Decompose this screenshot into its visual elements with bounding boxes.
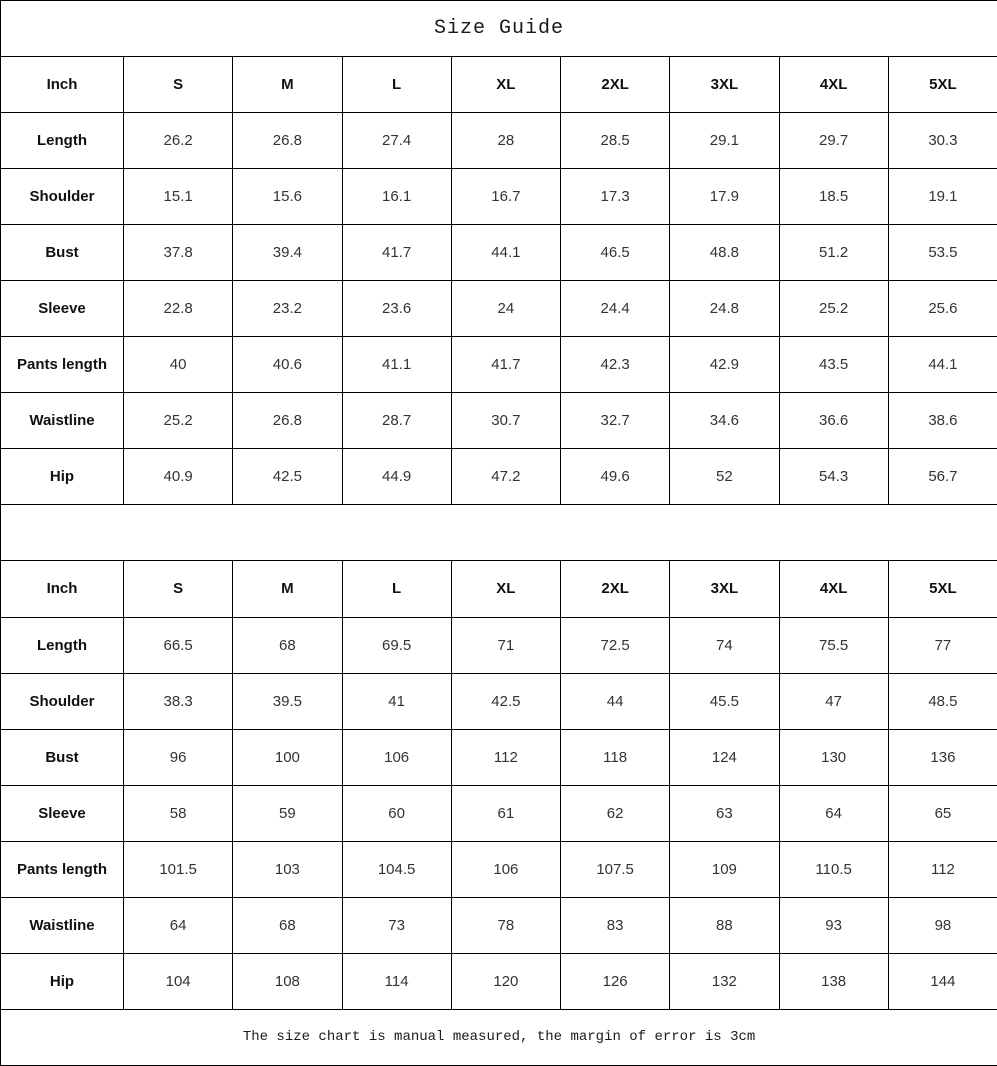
size-table-header-row	[1, 561, 997, 617]
measurement-value: 101.5	[124, 841, 233, 897]
measurement-value: 16.7	[451, 169, 560, 225]
table-row	[1, 337, 997, 393]
measurement-value: 52	[670, 449, 779, 505]
table-row	[1, 729, 997, 785]
table-row	[1, 449, 997, 505]
measurement-value: 16.1	[342, 169, 451, 225]
measurement-value: 15.6	[233, 169, 342, 225]
measurement-value: 112	[888, 841, 997, 897]
measurement-value: 77	[888, 617, 997, 673]
unit-header: Inch	[1, 57, 124, 113]
measurement-value: 22.8	[124, 281, 233, 337]
measurement-value: 42.3	[561, 337, 670, 393]
measurement-value: 63	[670, 785, 779, 841]
table-row	[1, 841, 997, 897]
measurement-value: 58	[124, 785, 233, 841]
measurement-value: 106	[451, 841, 560, 897]
title-row	[1, 1, 997, 57]
measurement-value: 28.7	[342, 393, 451, 449]
measurement-value: 39.5	[233, 673, 342, 729]
measurement-value: 103	[233, 841, 342, 897]
measurement-value: 23.2	[233, 281, 342, 337]
measurement-value: 107.5	[561, 841, 670, 897]
measurement-value: 106	[342, 729, 451, 785]
measurement-value: 109	[670, 841, 779, 897]
measurement-value: 104	[124, 953, 233, 1009]
size-column-header: 4XL	[779, 57, 888, 113]
table-spacer-row	[1, 505, 997, 561]
measurement-value: 71	[451, 617, 560, 673]
measurement-value: 75.5	[779, 617, 888, 673]
measurement-label: Pants length	[1, 841, 124, 897]
table-row	[1, 169, 997, 225]
size-column-header: L	[342, 57, 451, 113]
measurement-value: 28	[451, 113, 560, 169]
size-column-header: L	[342, 561, 451, 617]
measurement-value: 38.3	[124, 673, 233, 729]
measurement-value: 62	[561, 785, 670, 841]
measurement-value: 96	[124, 729, 233, 785]
measurement-value: 19.1	[888, 169, 997, 225]
measurement-value: 41.1	[342, 337, 451, 393]
measurement-value: 41	[342, 673, 451, 729]
measurement-value: 44.1	[888, 337, 997, 393]
measurement-value: 73	[342, 897, 451, 953]
measurement-value: 41.7	[342, 225, 451, 281]
measurement-value: 43.5	[779, 337, 888, 393]
page-title: Size Guide	[1, 1, 997, 57]
measurement-value: 25.6	[888, 281, 997, 337]
measurement-value: 136	[888, 729, 997, 785]
measurement-value: 61	[451, 785, 560, 841]
measurement-value: 24	[451, 281, 560, 337]
measurement-value: 126	[561, 953, 670, 1009]
measurement-value: 42.9	[670, 337, 779, 393]
table-row	[1, 953, 997, 1009]
measurement-value: 18.5	[779, 169, 888, 225]
measurement-value: 64	[779, 785, 888, 841]
measurement-value: 72.5	[561, 617, 670, 673]
measurement-label: Pants length	[1, 337, 124, 393]
measurement-value: 120	[451, 953, 560, 1009]
measurement-value: 44	[561, 673, 670, 729]
measurement-value: 44.1	[451, 225, 560, 281]
size-column-header: XL	[451, 561, 560, 617]
measurement-value: 26.8	[233, 113, 342, 169]
size-column-header: 5XL	[888, 561, 997, 617]
table-row	[1, 393, 997, 449]
measurement-value: 83	[561, 897, 670, 953]
measurement-value: 69.5	[342, 617, 451, 673]
measurement-value: 88	[670, 897, 779, 953]
measurement-value: 42.5	[233, 449, 342, 505]
measurement-value: 48.5	[888, 673, 997, 729]
size-table-header-row	[1, 57, 997, 113]
measurement-value: 32.7	[561, 393, 670, 449]
measurement-value: 44.9	[342, 449, 451, 505]
measurement-value: 39.4	[233, 225, 342, 281]
table-row	[1, 897, 997, 953]
measurement-value: 40	[124, 337, 233, 393]
measurement-label: Sleeve	[1, 785, 124, 841]
measurement-value: 114	[342, 953, 451, 1009]
measurement-value: 26.8	[233, 393, 342, 449]
measurement-value: 74	[670, 617, 779, 673]
size-column-header: 4XL	[779, 561, 888, 617]
measurement-label: Waistline	[1, 393, 124, 449]
measurement-value: 47.2	[451, 449, 560, 505]
size-column-header: 2XL	[561, 561, 670, 617]
size-column-header: S	[124, 561, 233, 617]
measurement-value: 40.6	[233, 337, 342, 393]
table-spacer	[1, 505, 997, 561]
size-column-header: XL	[451, 57, 560, 113]
unit-header: Inch	[1, 561, 124, 617]
measurement-value: 34.6	[670, 393, 779, 449]
measurement-value: 110.5	[779, 841, 888, 897]
measurement-value: 27.4	[342, 113, 451, 169]
table-row	[1, 113, 997, 169]
measurement-value: 45.5	[670, 673, 779, 729]
measurement-value: 36.6	[779, 393, 888, 449]
measurement-value: 40.9	[124, 449, 233, 505]
size-column-header: S	[124, 57, 233, 113]
table-row	[1, 673, 997, 729]
measurement-value: 54.3	[779, 449, 888, 505]
measurement-value: 47	[779, 673, 888, 729]
measurement-label: Shoulder	[1, 169, 124, 225]
measurement-value: 17.9	[670, 169, 779, 225]
measurement-label: Hip	[1, 449, 124, 505]
table-row	[1, 617, 997, 673]
size-table-body	[1, 1, 997, 1066]
measurement-value: 100	[233, 729, 342, 785]
measurement-label: Bust	[1, 729, 124, 785]
size-column-header: 5XL	[888, 57, 997, 113]
measurement-value: 46.5	[561, 225, 670, 281]
measurement-value: 132	[670, 953, 779, 1009]
measurement-value: 108	[233, 953, 342, 1009]
measurement-label: Shoulder	[1, 673, 124, 729]
size-column-header: M	[233, 57, 342, 113]
measurement-value: 30.7	[451, 393, 560, 449]
measurement-value: 78	[451, 897, 560, 953]
measurement-value: 37.8	[124, 225, 233, 281]
measurement-value: 118	[561, 729, 670, 785]
measurement-value: 24.4	[561, 281, 670, 337]
measurement-value: 17.3	[561, 169, 670, 225]
measurement-value: 104.5	[342, 841, 451, 897]
measurement-value: 25.2	[124, 393, 233, 449]
measurement-value: 60	[342, 785, 451, 841]
measurement-value: 68	[233, 617, 342, 673]
measurement-value: 130	[779, 729, 888, 785]
measurement-value: 144	[888, 953, 997, 1009]
measurement-value: 28.5	[561, 113, 670, 169]
footer-row	[1, 1009, 997, 1065]
measurement-label: Length	[1, 617, 124, 673]
measurement-value: 30.3	[888, 113, 997, 169]
measurement-value: 64	[124, 897, 233, 953]
measurement-value: 59	[233, 785, 342, 841]
measurement-value: 98	[888, 897, 997, 953]
measurement-value: 42.5	[451, 673, 560, 729]
measurement-value: 65	[888, 785, 997, 841]
measurement-value: 24.8	[670, 281, 779, 337]
measurement-value: 49.6	[561, 449, 670, 505]
size-column-header: M	[233, 561, 342, 617]
measurement-label: Bust	[1, 225, 124, 281]
measurement-value: 41.7	[451, 337, 560, 393]
measurement-label: Waistline	[1, 897, 124, 953]
measurement-value: 15.1	[124, 169, 233, 225]
measurement-value: 56.7	[888, 449, 997, 505]
measurement-value: 26.2	[124, 113, 233, 169]
measurement-label: Sleeve	[1, 281, 124, 337]
table-row	[1, 281, 997, 337]
measurement-value: 138	[779, 953, 888, 1009]
size-column-header: 3XL	[670, 561, 779, 617]
table-row	[1, 785, 997, 841]
measurement-value: 48.8	[670, 225, 779, 281]
measurement-value: 38.6	[888, 393, 997, 449]
measurement-value: 66.5	[124, 617, 233, 673]
measurement-value: 93	[779, 897, 888, 953]
measurement-value: 29.7	[779, 113, 888, 169]
measurement-value: 23.6	[342, 281, 451, 337]
size-column-header: 3XL	[670, 57, 779, 113]
measurement-value: 68	[233, 897, 342, 953]
measurement-value: 112	[451, 729, 560, 785]
table-row	[1, 225, 997, 281]
measurement-value: 51.2	[779, 225, 888, 281]
measurement-label: Hip	[1, 953, 124, 1009]
footer-note: The size chart is manual measured, the margin of error is 3cm	[1, 1009, 997, 1065]
measurement-value: 53.5	[888, 225, 997, 281]
size-column-header: 2XL	[561, 57, 670, 113]
measurement-value: 29.1	[670, 113, 779, 169]
measurement-value: 25.2	[779, 281, 888, 337]
measurement-value: 124	[670, 729, 779, 785]
measurement-label: Length	[1, 113, 124, 169]
